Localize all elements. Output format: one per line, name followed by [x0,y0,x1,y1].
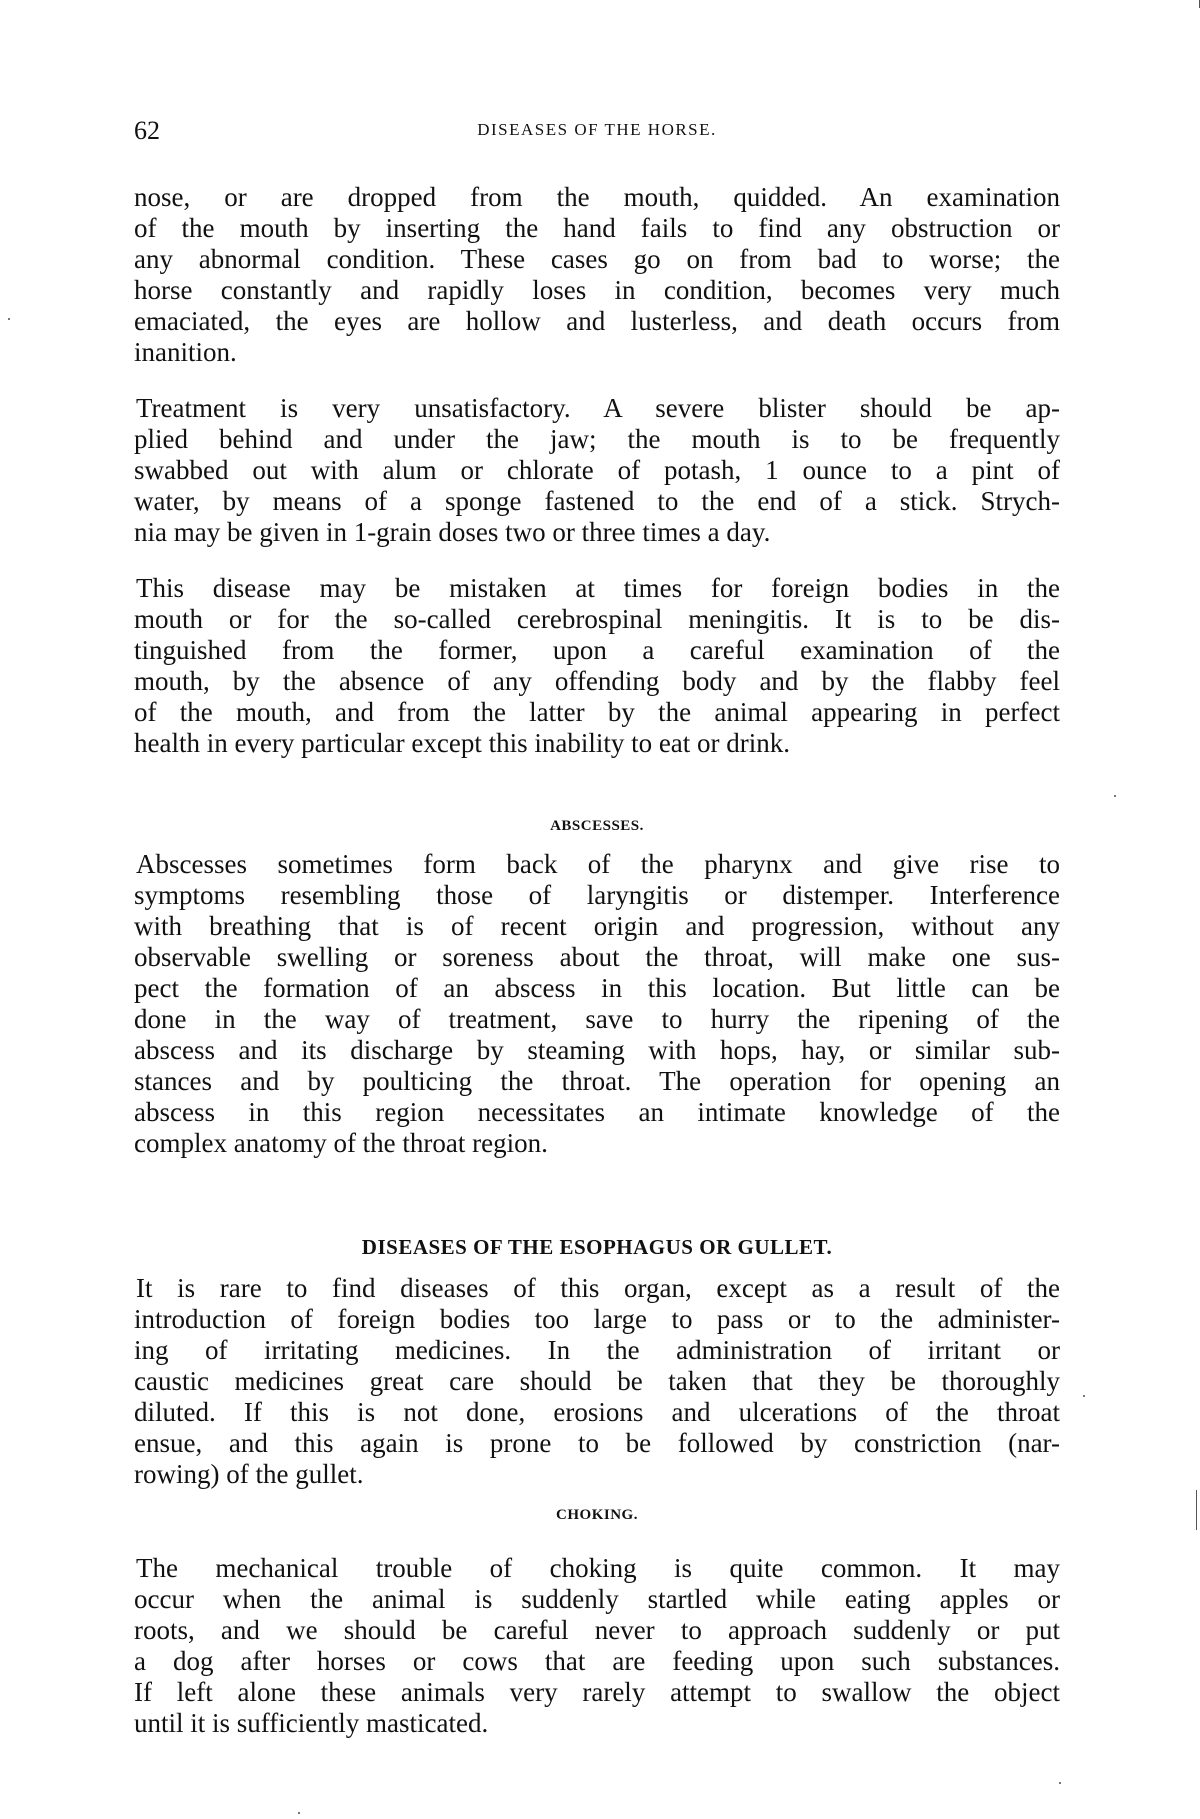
text-line: The mechanical trouble of choking is quite common. It may [136,1553,1060,1583]
text-line: of the mouth by inserting the hand fails to find any obstruction or [134,213,1060,243]
text-line: nose, or are dropped from the mouth, quidded. An examination [134,182,1060,212]
text-line: any abnormal condition. These cases go on from bad to worse; the [134,244,1060,274]
text-line: complex anatomy of the throat region. [134,1128,548,1158]
text-line: until it is sufficiently masticated. [134,1708,489,1738]
text-line: abscess and its discharge by steaming with hops, hay, or similar sub- [134,1035,1060,1065]
text-line: nia may be given in 1-grain doses two or three times a day. [134,517,771,547]
text-line: stances and by poulticing the throat. The operation for opening an [134,1066,1060,1096]
text-line: tinguished from the former, upon a careful examination of the [134,635,1060,665]
differential-paragraph [134,573,1060,759]
abscesses-paragraph [134,849,1060,1159]
scan-edge-mark [1196,1490,1197,1530]
text-line: rowing) of the gullet. [134,1459,364,1489]
text-line: pect the formation of an abscess in this location. But little can be [134,973,1060,1003]
section-heading-esophagus: DISEASES OF THE ESOPHAGUS OR GULLET. [361,1235,833,1259]
text-line: inanition. [134,337,237,367]
text-line: diluted. If this is not done, erosions and ulcerations of the throat [134,1397,1060,1427]
text-line: emaciated, the eyes are hollow and lusterless, and death occurs from [134,306,1060,336]
text-line: of the mouth, and from the latter by the animal appearing in perfect [134,697,1060,727]
text-line: abscess in this region necessitates an intimate knowledge of the [134,1097,1060,1127]
text-line: ensue, and this again is prone to be followed by constriction (nar- [134,1428,1060,1458]
scan-speck [1114,795,1116,797]
scan-speck [8,318,10,320]
text-line: occur when the animal is suddenly startled while eating apples or [134,1584,1060,1614]
text-line: done in the way of treatment, save to hurry the ripening of the [134,1004,1060,1034]
text-line: plied behind and under the jaw; the mouth is to be frequently [134,424,1060,454]
section-heading-abscesses: ABSCESSES. [550,818,644,834]
text-line: horse constantly and rapidly loses in condition, becomes very much [134,275,1060,305]
page-number: 62 [134,116,160,145]
text-line: mouth, by the absence of any offending body and by the flabby feel [134,666,1060,696]
text-line: It is rare to find diseases of this organ, except as a result of the [136,1273,1060,1303]
running-head-title: DISEASES OF THE HORSE. [477,120,717,139]
text-line: mouth or for the so-called cerebrospinal meningitis. It is to be dis- [134,604,1060,634]
esophagus-paragraph [134,1273,1060,1490]
text-line: This disease may be mistaken at times for foreign bodies in the [136,573,1060,603]
choking-paragraph [134,1553,1060,1739]
scan-speck [298,1812,300,1814]
text-line: with breathing that is of recent origin and progression, without any [134,911,1060,941]
scan-speck [1083,1395,1085,1397]
text-line: observable swelling or soreness about the throat, will make one sus- [134,942,1060,972]
text-line: a dog after horses or cows that are feeding upon such substances. [134,1646,1060,1676]
text-line: ing of irritating medicines. In the administration of irritant or [134,1335,1060,1365]
running-head [134,116,1060,146]
text-line: Abscesses sometimes form back of the pharynx and give rise to [136,849,1060,879]
scan-speck [1059,1782,1061,1784]
text-line: health in every particular except this inability to eat or drink. [134,728,791,758]
text-line: If left alone these animals very rarely attempt to swallow the object [134,1677,1060,1707]
treatment-paragraph [134,393,1060,548]
text-line: swabbed out with alum or chlorate of potash, 1 ounce to a pint of [134,455,1060,485]
section-heading-choking: CHOKING. [556,1507,638,1523]
text-line: roots, and we should be careful never to approach suddenly or put [134,1615,1060,1645]
text-line: caustic medicines great care should be taken that they be thoroughly [134,1366,1060,1396]
text-line: water, by means of a sponge fastened to the end of a stick. Strych- [134,486,1060,516]
text-line: symptoms resembling those of laryngitis or distemper. Interference [134,880,1060,910]
intro-paragraph-1 [134,182,1060,368]
text-line: introduction of foreign bodies too large to pass or to the administer- [134,1304,1060,1334]
text-line: Treatment is very unsatisfactory. A severe blister should be ap- [136,393,1060,423]
